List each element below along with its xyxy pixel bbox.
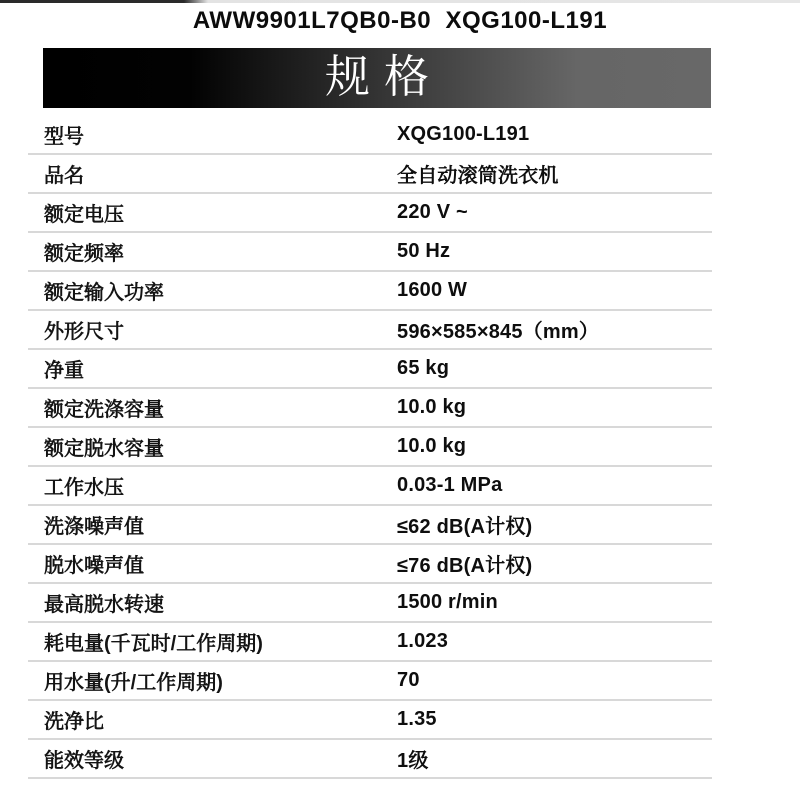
spec-label: 额定洗涤容量 xyxy=(44,399,164,421)
spec-table-row xyxy=(28,272,712,311)
spec-table xyxy=(28,116,712,779)
spec-label: 额定频率 xyxy=(44,243,124,265)
spec-label: 能效等级 xyxy=(44,750,124,772)
spec-value: 全自动滚筒洗衣机 xyxy=(397,165,559,187)
spec-value: 1.023 xyxy=(397,630,449,652)
spec-table-row xyxy=(28,311,712,350)
spec-table-row xyxy=(28,389,712,428)
spec-label: 脱水噪声值 xyxy=(44,555,144,577)
spec-value: 220 V ~ xyxy=(397,201,468,223)
spec-value: 0.03-1 MPa xyxy=(397,474,503,496)
section-header-title: 规格 xyxy=(324,49,443,103)
spec-table-row xyxy=(28,350,712,389)
spec-table-row xyxy=(28,701,712,740)
spec-value: 10.0 kg xyxy=(397,435,467,457)
spec-value: 596×585×845（mm） xyxy=(397,321,600,343)
spec-value: 1.35 xyxy=(397,708,437,730)
spec-table-row xyxy=(28,623,712,662)
spec-table-row xyxy=(28,506,712,545)
section-header-bar xyxy=(43,48,711,108)
spec-table-row xyxy=(28,233,712,272)
spec-value: ≤62 dB(A计权) xyxy=(397,516,533,538)
spec-label: 型号 xyxy=(44,126,84,148)
spec-label: 外形尺寸 xyxy=(44,321,124,343)
spec-table-row xyxy=(28,194,712,233)
spec-label: 用水量(升/工作周期) xyxy=(44,672,223,694)
spec-value: 50 Hz xyxy=(397,240,451,262)
spec-value: ≤76 dB(A计权) xyxy=(397,555,533,577)
spec-label: 洗净比 xyxy=(44,711,104,733)
spec-table-row xyxy=(28,428,712,467)
spec-value: 1500 r/min xyxy=(397,591,498,613)
spec-label: 额定电压 xyxy=(44,204,124,226)
spec-label: 耗电量(千瓦时/工作周期) xyxy=(44,633,263,655)
spec-table-row xyxy=(28,740,712,779)
spec-value: 10.0 kg xyxy=(397,396,467,418)
spec-table-row xyxy=(28,662,712,701)
spec-label: 洗涤噪声值 xyxy=(44,516,144,538)
spec-value: 1级 xyxy=(397,750,429,772)
spec-label: 净重 xyxy=(44,360,84,382)
spec-table-row xyxy=(28,116,712,155)
spec-value: XQG100-L191 xyxy=(397,123,530,145)
spec-label: 额定输入功率 xyxy=(44,282,164,304)
spec-table-row xyxy=(28,467,712,506)
spec-label: 品名 xyxy=(44,165,84,187)
spec-table-row xyxy=(28,584,712,623)
spec-label: 额定脱水容量 xyxy=(44,438,164,460)
spec-value: 1600 W xyxy=(397,279,468,301)
spec-value: 70 xyxy=(397,669,420,691)
document-title: AWW9901L7QB0-B0 XQG100-L191 xyxy=(192,7,608,34)
spec-label: 最高脱水转速 xyxy=(44,594,164,616)
page-top-edge-line xyxy=(0,0,800,3)
spec-table-row xyxy=(28,155,712,194)
spec-table-row xyxy=(28,545,712,584)
spec-value: 65 kg xyxy=(397,357,450,379)
spec-label: 工作水压 xyxy=(44,477,124,499)
